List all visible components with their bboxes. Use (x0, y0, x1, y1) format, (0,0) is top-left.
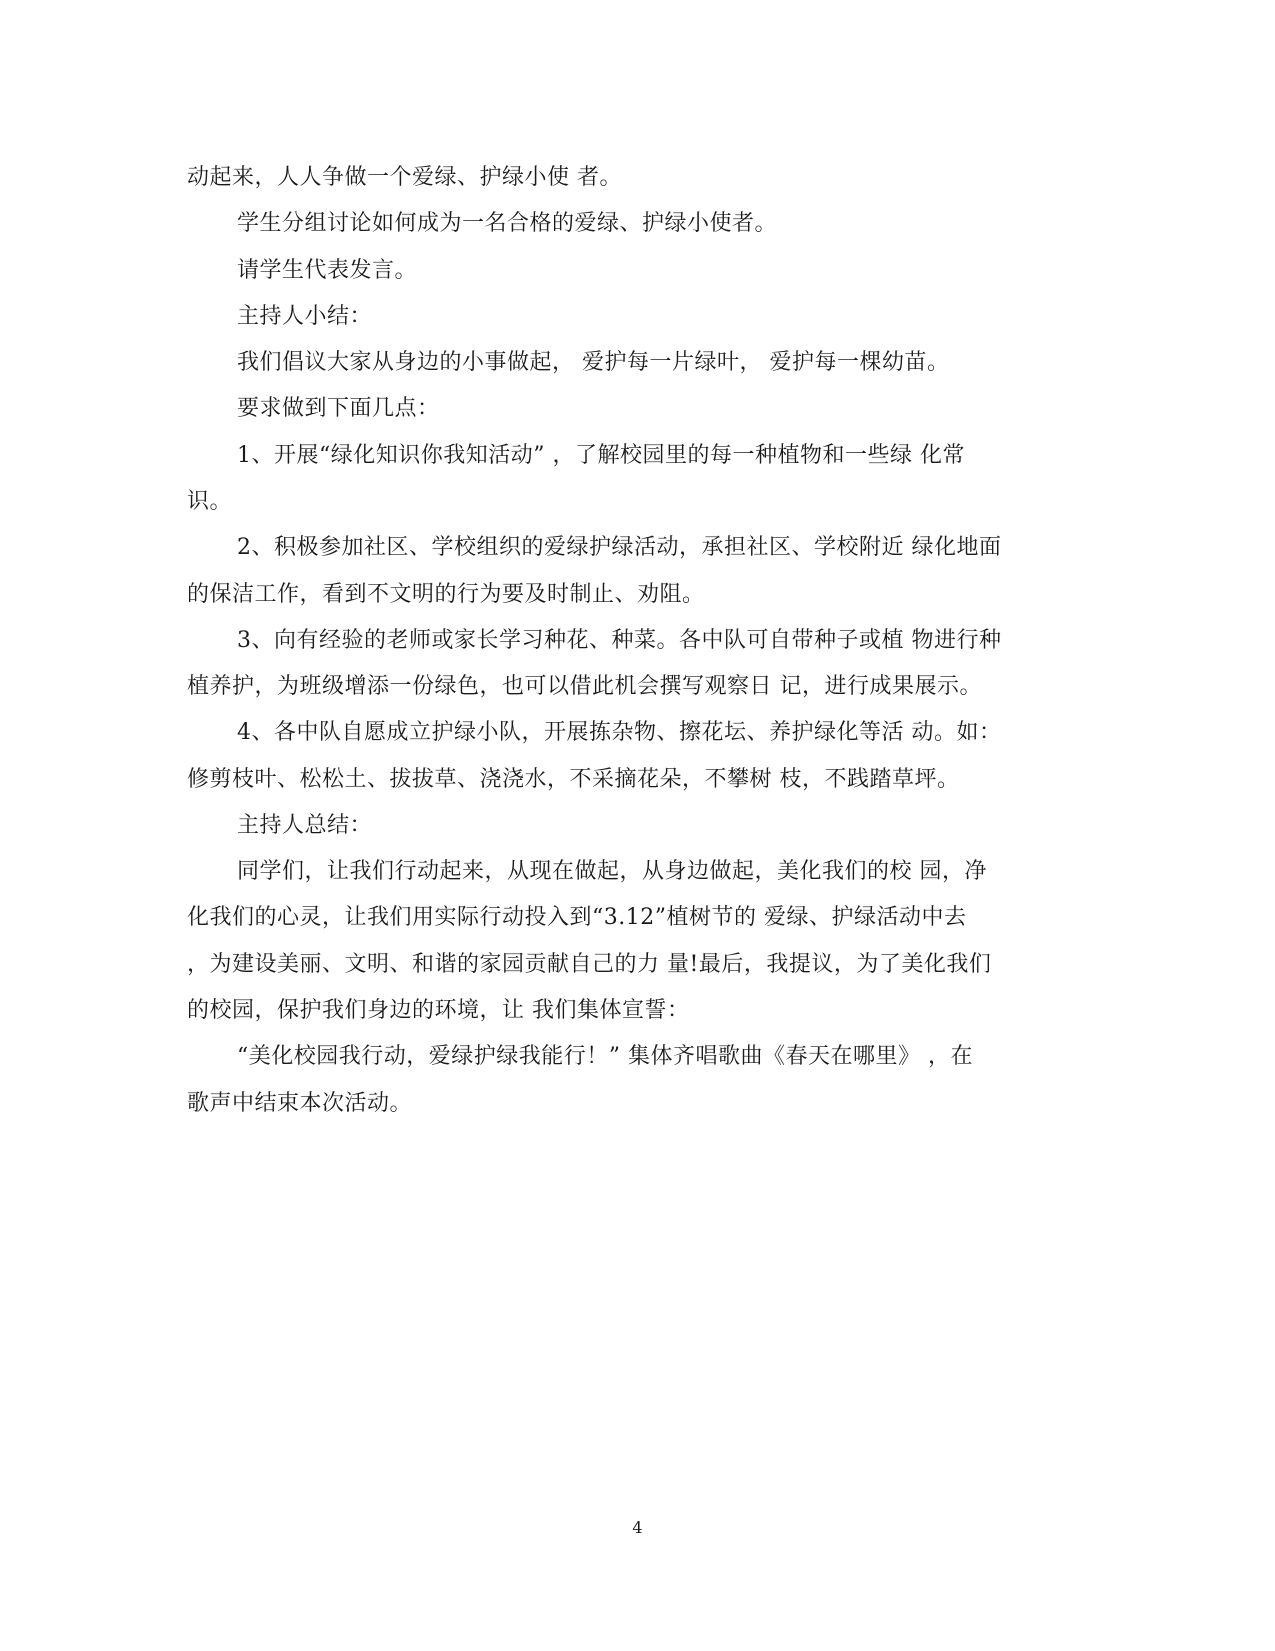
text-line: 歌声中结束本次活动。 (187, 1091, 413, 1116)
text-line: 的保洁工作，看到不文明的行为要及时制止、劝阻。 (187, 582, 705, 607)
text-line: 识。 (187, 489, 233, 514)
text-line: 同学们，让我们行动起来，从现在做起，从身边做起，美化我们的校 园，净 (237, 859, 987, 884)
text-line: 1、开展“绿化知识你我知活动” ，了解校园里的每一种植物和一些绿 化常 (237, 443, 965, 468)
text-line: 主持人小结： (237, 304, 373, 329)
text-line: 化我们的心灵，让我们用实际行动投入到“3.12”植树节的 爱绿、护绿活动中去 (187, 905, 967, 930)
text-line: 修剪枝叶、松松土、拔拔草、浇浇水，不采摘花朵，不攀树 枝，不践踏草坪。 (187, 767, 960, 792)
text-line: 要求做到下面几点： (237, 396, 440, 421)
text-line: ，为建设美丽、文明、和谐的家园贡献自己的力 量!最后，我提议，为了美化我们 (187, 952, 992, 977)
text-line: 植养护，为班级增添一份绿色，也可以借此机会撰写观察日 记，进行成果展示。 (187, 674, 982, 699)
text-line: 请学生代表发言。 (237, 258, 418, 283)
text-line: 动起来，人人争做一个爱绿、护绿小使 者。 (187, 165, 622, 190)
text-line: “美化校园我行动，爱绿护绿我能行！” 集体齐唱歌曲《春天在哪里》 ，在 (237, 1044, 973, 1069)
text-line: 3、向有经验的老师或家长学习种花、种菜。各中队可自带种子或植 物进行种 (237, 628, 1002, 653)
text-line: 2、积极参加社区、学校组织的爱绿护绿活动，承担社区、学校附近 绿化地面 (237, 535, 1002, 560)
page-number: 4 (632, 1518, 643, 1537)
text-line: 4、各中队自愿成立护绿小队，开展拣杂物、擦花坛、养护绿化等活 动。如： (237, 720, 1002, 745)
text-line: 我们倡议大家从身边的小事做起， 爱护每一片绿叶， 爱护每一棵幼苗。 (237, 350, 950, 375)
text-line: 学生分组讨论如何成为一名合格的爱绿、护绿小使者。 (237, 211, 778, 236)
text-line: 的校园，保护我们身边的环境，让 我们集体宣誓： (187, 998, 690, 1023)
text-line: 主持人总结： (237, 813, 373, 838)
